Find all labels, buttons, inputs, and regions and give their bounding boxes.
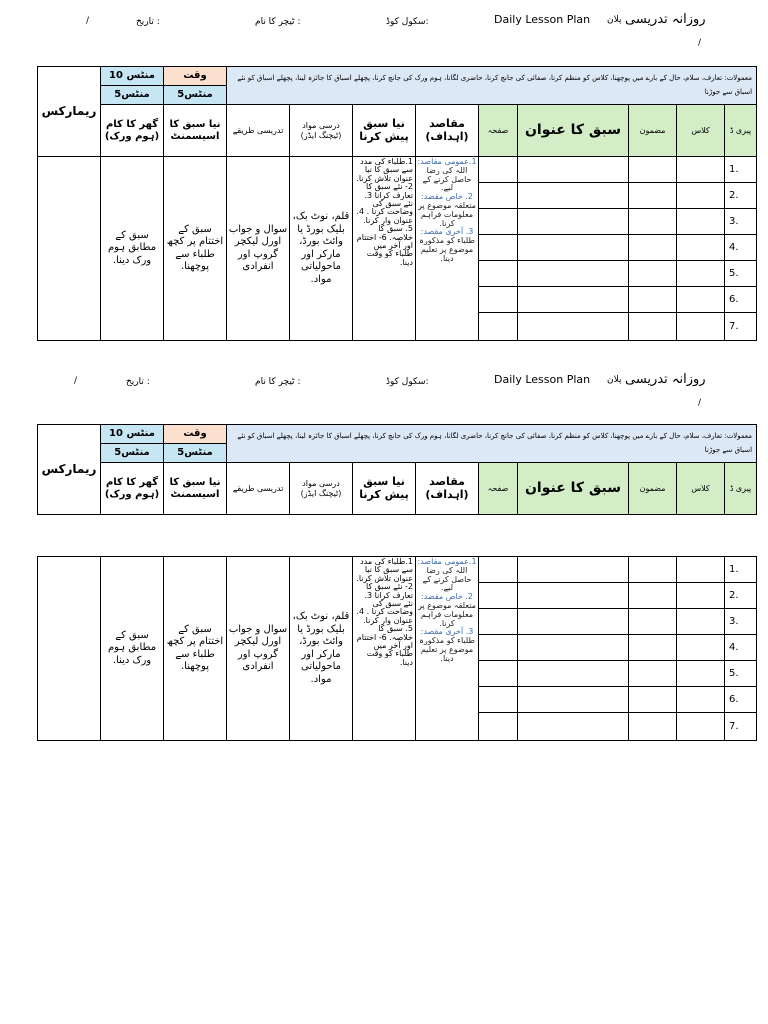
teacher-name-label: ٹیچر کا نام :	[255, 377, 301, 387]
five-minutes-cell-2: 5منٹس	[164, 86, 227, 105]
method-text: سوال و جواب اورل لیکچر گروپ اور انفرادی	[227, 157, 290, 341]
remarks-cell	[38, 157, 101, 341]
subject-cell	[629, 209, 677, 235]
lesson-plan-header-table-2	[37, 424, 757, 515]
routine-notes: معمولات: تعارف، سلام، حال کے بارے میں پوچھنا، کلاس کو منظم کرنا، صفائی کی جانچ کرنا، حاضری لگانا، ہوم ورک کی جانچ کرنا، پچھلے اسباق کا جائزہ لینا، پچھلے اسباق کو نئے اسباق سے جوڑنا	[227, 425, 757, 463]
routine-notes: معمولات: تعارف، سلام، حال کے بارے میں پوچھنا، کلاس کو منظم کرنا، صفائی کی جانچ کرنا، حاضری لگانا، ہوم ورک کی جانچ کرنا، پچھلے اسباق کا جائزہ لینا، پچھلے اسباق کو نئے اسباق سے جوڑنا	[227, 67, 757, 105]
homework-header: گھر کا کام (ہوم ورک)	[101, 105, 164, 157]
topic-cell	[518, 583, 629, 609]
page-cell	[479, 713, 518, 741]
subject-cell	[629, 313, 677, 341]
class-cell	[677, 635, 725, 661]
topic-cell	[518, 157, 629, 183]
page-cell	[479, 157, 518, 183]
assessment-header: نیا سبق کا اسیسمنٹ	[164, 105, 227, 157]
class-cell	[677, 713, 725, 741]
class-cell	[677, 609, 725, 635]
header-2	[0, 372, 768, 408]
page-cell	[479, 557, 518, 583]
subject-header: مضمون	[629, 463, 677, 515]
objective-1-text: اللہ کی رضا حاصل کرنے کے لیے.	[422, 165, 472, 193]
objective-1-title: 1.عمومی مقاصد:	[417, 157, 477, 166]
topic-cell	[518, 557, 629, 583]
objectives-list	[416, 557, 479, 741]
period-number: 6.	[725, 287, 757, 313]
objective-1-title: 1.عمومی مقاصد:	[417, 557, 477, 566]
subject-cell	[629, 235, 677, 261]
topic-header: سبق کا عنوان	[518, 105, 629, 157]
remarks-header: ریمارکس	[38, 67, 101, 157]
date-slash-2: /	[698, 398, 702, 408]
page-cell	[479, 635, 518, 661]
period-number: 2.	[725, 183, 757, 209]
period-number: 3.	[725, 209, 757, 235]
period-number: 5.	[725, 261, 757, 287]
school-code-label: سکول کوڈ:	[386, 17, 429, 27]
subject-cell	[629, 557, 677, 583]
remarks-header: ریمارکس	[38, 425, 101, 515]
method-text: سوال و جواب اورل لیکچر گروپ اور انفرادی	[227, 557, 290, 741]
topic-cell	[518, 183, 629, 209]
title-plan: پلان	[607, 375, 622, 385]
period-number: 7.	[725, 713, 757, 741]
subject-cell	[629, 609, 677, 635]
topic-cell	[518, 261, 629, 287]
page-cell	[479, 287, 518, 313]
title-plan: پلان	[607, 15, 622, 25]
five-minutes-cell-1: 5منٹس	[101, 444, 164, 463]
period-number: 1.	[725, 557, 757, 583]
page-cell	[479, 209, 518, 235]
subject-cell	[629, 713, 677, 741]
lesson-steps-text: 1.طلباء کی مدد سے سبق کا نیا عنوان تلاش کرنا. 2- نئے سبق کا تعارف کرانا 3. نئے سبق کی وضاحت کرنا . 4. عنوان وار کرنا. 5. سبق کا خلاصہ. 6- اختتام اور آخر میں طلباء کو وقت دینا.	[353, 157, 416, 341]
period-header: پیری ڈ	[725, 463, 757, 515]
class-cell	[677, 661, 725, 687]
subject-cell	[629, 183, 677, 209]
title-english: Daily Lesson Plan	[494, 13, 591, 26]
topic-header: سبق کا عنوان	[518, 463, 629, 515]
class-cell	[677, 583, 725, 609]
topic-cell	[518, 635, 629, 661]
topic-cell	[518, 713, 629, 741]
page-cell	[479, 235, 518, 261]
class-cell	[677, 287, 725, 313]
period-number: 7.	[725, 313, 757, 341]
page-cell	[479, 583, 518, 609]
method-header: تدریسی طریقے	[227, 105, 290, 157]
assessment-text: سبق کے اختتام پر کچھ طلباء سے پوچھنا.	[164, 157, 227, 341]
subject-cell	[629, 687, 677, 713]
homework-text: سبق کے مطابق ہوم ورک دینا.	[101, 557, 164, 741]
title-urdu: روزانہ تدریسی	[625, 372, 706, 387]
date-label: تاریخ :	[126, 377, 150, 387]
period-number: 5.	[725, 661, 757, 687]
topic-cell	[518, 313, 629, 341]
page-cell	[479, 609, 518, 635]
class-cell	[677, 157, 725, 183]
material-header: درسی مواد (ٹیچنگ ایڈز)	[290, 105, 353, 157]
topic-cell	[518, 687, 629, 713]
class-cell	[677, 313, 725, 341]
objective-2-title: 2. خاص مقصد:	[421, 592, 473, 602]
ten-minutes-cell: 10 منٹس	[101, 425, 164, 444]
material-header: درسی مواد (ٹیچنگ ایڈز)	[290, 463, 353, 515]
subject-header: مضمون	[629, 105, 677, 157]
period-header: پیری ڈ	[725, 105, 757, 157]
subject-cell	[629, 261, 677, 287]
method-header: تدریسی طریقے	[227, 463, 290, 515]
date-slash: /	[86, 16, 90, 26]
lesson-present-header: نیا سبق پیش کرنا	[353, 463, 416, 515]
period-number: 4.	[725, 635, 757, 661]
period-number: 2.	[725, 583, 757, 609]
subject-cell	[629, 583, 677, 609]
date-label: تاریخ :	[136, 17, 160, 27]
period-number: 3.	[725, 609, 757, 635]
assessment-header: نیا سبق کا اسیسمنٹ	[164, 463, 227, 515]
lesson-plan-table-1	[37, 66, 757, 341]
objective-1-text: اللہ کی رضا حاصل کرنے کے لیے.	[422, 565, 472, 593]
page-cell	[479, 313, 518, 341]
header-1	[0, 12, 768, 48]
topic-cell	[518, 209, 629, 235]
subject-cell	[629, 635, 677, 661]
time-header-cell: وقت	[164, 425, 227, 444]
date-slash-2: /	[698, 38, 702, 48]
title-english: Daily Lesson Plan	[494, 373, 591, 386]
objectives-header: مقاصد (اہداف)	[416, 463, 479, 515]
page-cell	[479, 661, 518, 687]
class-header: کلاس	[677, 105, 725, 157]
objective-3-title: 3. آخری مقصد:	[420, 227, 474, 237]
material-text: قلم، نوٹ بک، بلیک بورڈ یا وائٹ بورڈ، مارکر اور ماحولیاتی مواد.	[290, 557, 353, 741]
ten-minutes-cell: 10 منٹس	[101, 67, 164, 86]
topic-cell	[518, 235, 629, 261]
class-cell	[677, 261, 725, 287]
teacher-name-label: ٹیچر کا نام :	[255, 17, 301, 27]
page-cell	[479, 687, 518, 713]
objective-3-text: طلباء کو مذکورہ موضوع پر تعلیم دینا.	[419, 236, 475, 263]
homework-text: سبق کے مطابق ہوم ورک دینا.	[101, 157, 164, 341]
period-number: 4.	[725, 235, 757, 261]
page-cell	[479, 261, 518, 287]
material-text: قلم، نوٹ بک، بلیک بورڈ یا وائٹ بورڈ، مارکر اور ماحولیاتی مواد.	[290, 157, 353, 341]
page-cell	[479, 183, 518, 209]
remarks-cell	[38, 557, 101, 741]
class-cell	[677, 235, 725, 261]
objectives-list	[416, 157, 479, 341]
five-minutes-cell-2: 5منٹس	[164, 444, 227, 463]
lesson-plan-body-table-2	[37, 556, 757, 741]
subject-cell	[629, 661, 677, 687]
page-header: صفحہ	[479, 105, 518, 157]
subject-cell	[629, 287, 677, 313]
topic-cell	[518, 661, 629, 687]
period-number: 6.	[725, 687, 757, 713]
objective-2-title: 2. خاص مقصد:	[421, 192, 473, 202]
lesson-steps-text: 1.طلباء کی مدد سے سبق کا نیا عنوان تلاش کرنا. 2- نئے سبق کا تعارف کرانا 3. نئے سبق کی وضاحت کرنا . 4. عنوان وار کرنا. 5. سبق کا خلاصہ. 6- اختتام اور آخر میں طلباء کو وقت دینا.	[353, 557, 416, 741]
subject-cell	[629, 157, 677, 183]
objective-3-title: 3. آخری مقصد:	[420, 627, 474, 637]
objectives-header: مقاصد (اہداف)	[416, 105, 479, 157]
period-number: 1.	[725, 157, 757, 183]
class-cell	[677, 687, 725, 713]
objective-3-text: طلباء کو مذکورہ موضوع پر تعلیم دینا.	[419, 636, 475, 663]
page-header: صفحہ	[479, 463, 518, 515]
topic-cell	[518, 609, 629, 635]
school-code-label: سکول کوڈ:	[386, 377, 429, 387]
class-cell	[677, 183, 725, 209]
class-cell	[677, 557, 725, 583]
lesson-present-header: نیا سبق پیش کرنا	[353, 105, 416, 157]
date-slash: /	[74, 376, 78, 386]
homework-header: گھر کا کام (ہوم ورک)	[101, 463, 164, 515]
title-urdu: روزانہ تدریسی	[625, 12, 706, 27]
assessment-text: سبق کے اختتام پر کچھ طلباء سے پوچھنا.	[164, 557, 227, 741]
objective-2-text: متعلقہ موضوع پر معلومات فراہم کرنا.	[418, 200, 476, 228]
time-header-cell: وقت	[164, 67, 227, 86]
objective-2-text: متعلقہ موضوع پر معلومات فراہم کرنا.	[418, 600, 476, 628]
five-minutes-cell-1: 5منٹس	[101, 86, 164, 105]
topic-cell	[518, 287, 629, 313]
class-header: کلاس	[677, 463, 725, 515]
class-cell	[677, 209, 725, 235]
